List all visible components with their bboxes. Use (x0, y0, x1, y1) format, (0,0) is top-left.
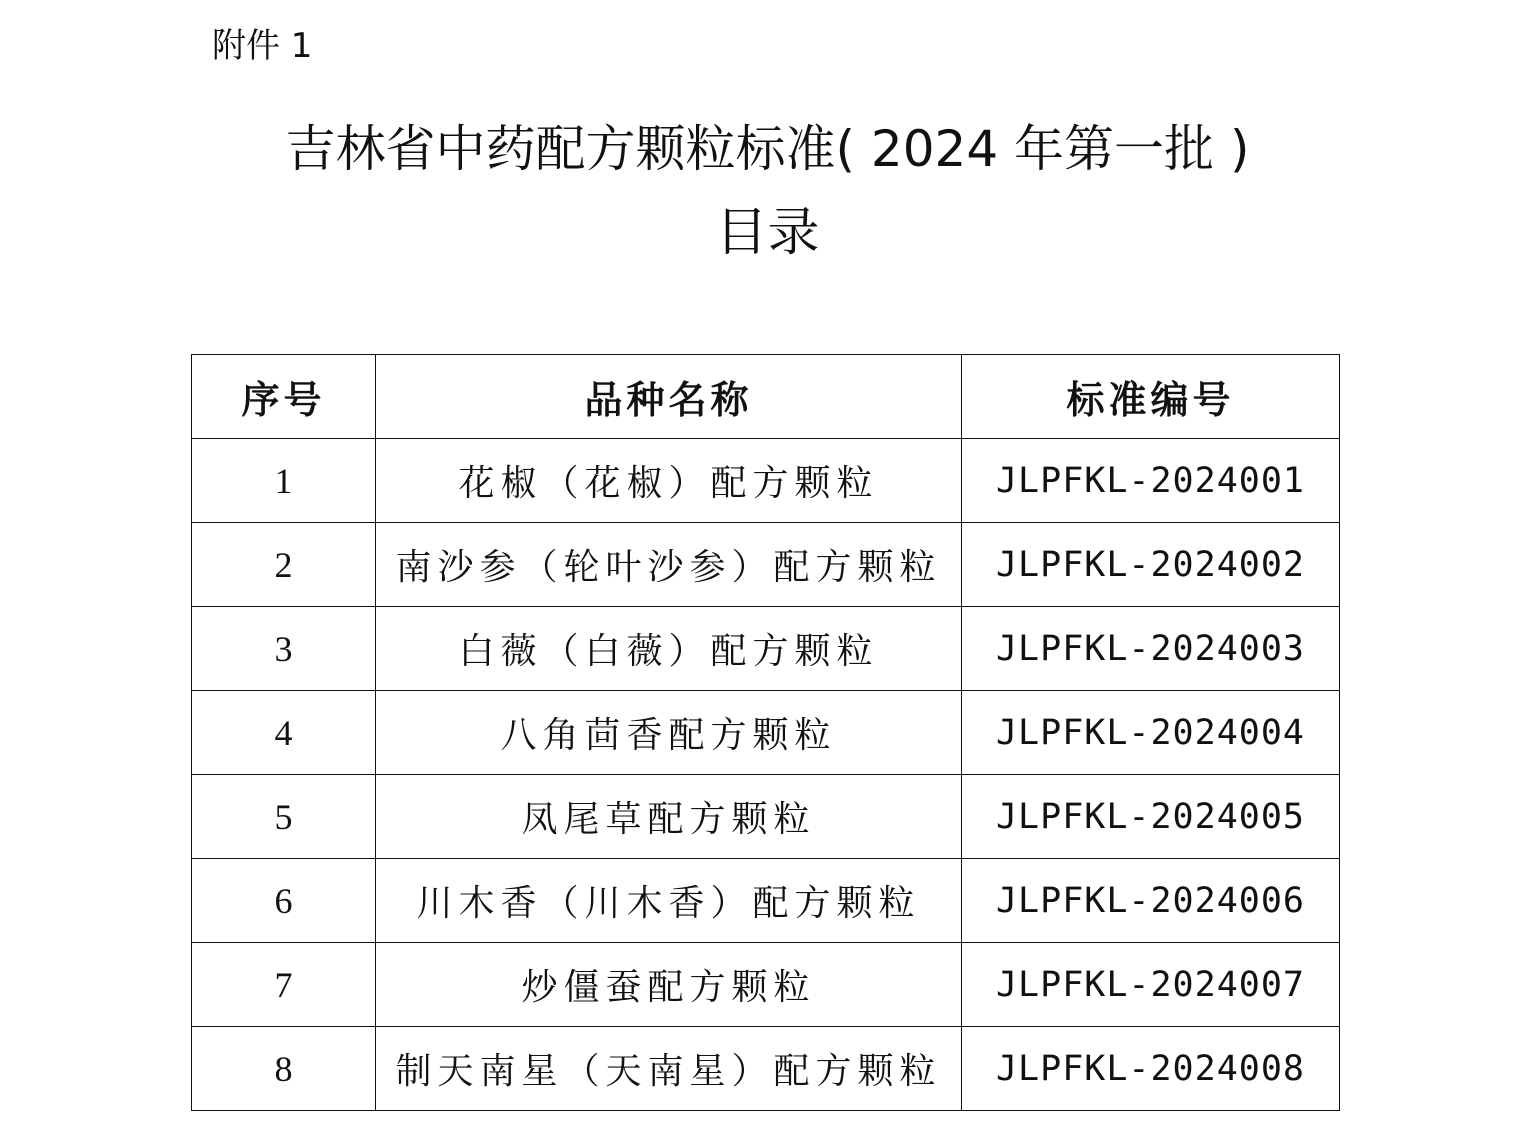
seq-cell: 7 (192, 943, 376, 1027)
document-subtitle: 目录 (715, 203, 820, 263)
code-cell: JLPFKL-2024003 (962, 607, 1340, 691)
name-cell: 白薇（白薇）配方颗粒 (376, 607, 962, 691)
table-row (192, 607, 1340, 691)
code-cell: JLPFKL-2024002 (962, 523, 1340, 607)
seq-cell: 3 (192, 607, 376, 691)
document-title: 吉林省中药配方颗粒标准( 2024 年第一批 ) (285, 120, 1250, 178)
code-cell: JLPFKL-2024004 (962, 691, 1340, 775)
table-row (192, 775, 1340, 859)
code-cell: JLPFKL-2024007 (962, 943, 1340, 1027)
table-row (192, 439, 1340, 523)
header-code: 标准编号 (962, 355, 1340, 439)
name-cell: 炒僵蚕配方颗粒 (376, 943, 962, 1027)
header-seq: 序号 (192, 355, 376, 439)
name-cell: 南沙参（轮叶沙参）配方颗粒 (376, 523, 962, 607)
name-cell: 凤尾草配方颗粒 (376, 775, 962, 859)
table-row (192, 859, 1340, 943)
table-row (192, 1027, 1340, 1111)
code-cell: JLPFKL-2024001 (962, 439, 1340, 523)
table-row (192, 943, 1340, 1027)
name-cell: 制天南星（天南星）配方颗粒 (376, 1027, 962, 1111)
table-row (192, 691, 1340, 775)
header-name: 品种名称 (376, 355, 962, 439)
name-cell: 八角茴香配方颗粒 (376, 691, 962, 775)
seq-cell: 1 (192, 439, 376, 523)
seq-cell: 8 (192, 1027, 376, 1111)
name-cell: 花椒（花椒）配方颗粒 (376, 439, 962, 523)
code-cell: JLPFKL-2024006 (962, 859, 1340, 943)
seq-cell: 2 (192, 523, 376, 607)
table-header-row (192, 355, 1340, 439)
catalog-table (191, 354, 1340, 1111)
table-row (192, 523, 1340, 607)
code-cell: JLPFKL-2024008 (962, 1027, 1340, 1111)
seq-cell: 6 (192, 859, 376, 943)
code-cell: JLPFKL-2024005 (962, 775, 1340, 859)
seq-cell: 5 (192, 775, 376, 859)
name-cell: 川木香（川木香）配方颗粒 (376, 859, 962, 943)
seq-cell: 4 (192, 691, 376, 775)
attachment-label: 附件 1 (212, 26, 313, 66)
